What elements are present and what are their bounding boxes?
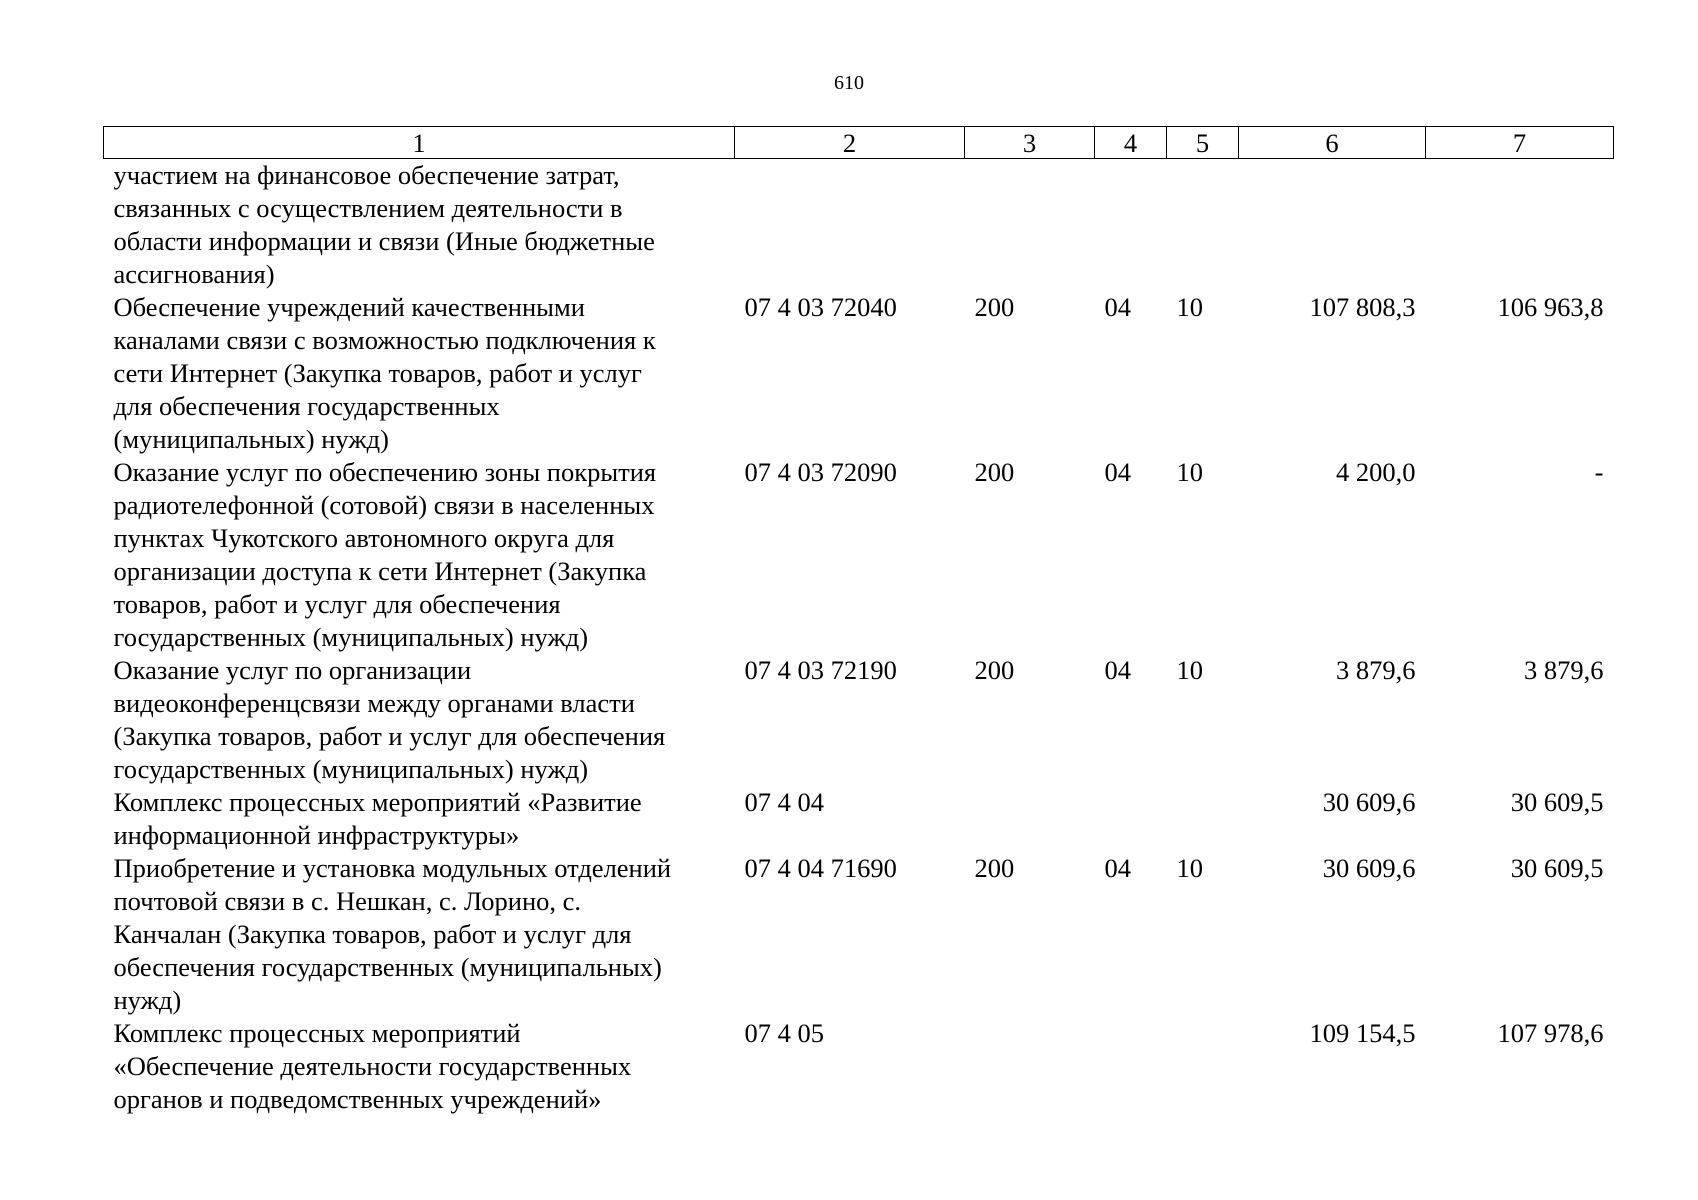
table-row: [104, 786, 1614, 852]
cell-sum-7: 30 609,5: [1510, 787, 1604, 817]
cell-name: Комплекс процессных мероприятий «Обеспечение деятельности государственных органов и подведомственных учреждений»: [113, 1018, 632, 1114]
cell-sum-6: 107 808,3: [1309, 292, 1416, 322]
column-header-1: 1: [104, 127, 735, 159]
cell-section: 04: [1104, 853, 1131, 883]
cell-type: [965, 786, 1095, 852]
cell-name: участием на финансовое обеспечение затрат, связанных с осуществлением деятельности в области информации и связи (Иные бюджетные ассигнования): [113, 160, 655, 289]
column-header-3: 3: [965, 127, 1095, 159]
cell-type: 200: [974, 655, 1015, 685]
cell-subsection: [1167, 786, 1239, 852]
cell-subsection: 10: [1176, 457, 1203, 487]
cell-sum-7: 106 963,8: [1497, 292, 1604, 322]
cell-name: Комплекс процессных мероприятий «Развитие информационной инфраструктуры»: [113, 787, 642, 850]
column-header-4: 4: [1095, 127, 1167, 159]
cell-sum-7: -: [1594, 457, 1604, 487]
cell-sum-7: 107 978,6: [1497, 1018, 1604, 1048]
column-header-6: 6: [1239, 127, 1426, 159]
cell-code: 07 4 04 71690: [744, 853, 897, 883]
table-row: [104, 456, 1614, 654]
cell-sum-7: [1426, 159, 1614, 292]
cell-subsection: 10: [1176, 655, 1203, 685]
budget-table: [103, 126, 1614, 1116]
table-header-row: [104, 127, 1614, 159]
cell-code: [735, 159, 965, 292]
cell-name: Оказание услуг по организации видеоконференцсвязи между органами власти (Закупка товаров, работ и услуг для обеспечения государственных (муниципальных) нужд): [113, 655, 666, 784]
cell-code: 07 4 03 72040: [744, 292, 897, 322]
cell-subsection: [1167, 1017, 1239, 1116]
cell-section: 04: [1104, 457, 1131, 487]
cell-code: 07 4 03 72090: [744, 457, 897, 487]
page-number: 610: [834, 72, 864, 94]
table-row: [104, 852, 1614, 1017]
cell-name: Оказание услуг по обеспечению зоны покрытия радиотелефонной (сотовой) связи в населенных пунктах Чукотского автономного округа для организации доступа к сети Интернет (Закупка товаров, работ и услуг для обеспечения государственных (муниципальных) нужд): [113, 457, 657, 652]
cell-sum-7: 30 609,5: [1510, 853, 1604, 883]
cell-sum-7: 3 879,6: [1524, 655, 1604, 685]
cell-sum-6: 30 609,6: [1322, 787, 1416, 817]
cell-subsection: 10: [1176, 853, 1203, 883]
cell-code: 07 4 03 72190: [744, 655, 897, 685]
cell-type: 200: [974, 292, 1015, 322]
cell-name: Приобретение и установка модульных отделений почтовой связи в с. Нешкан, с. Лорино, с. Канчалан (Закупка товаров, работ и услуг для обеспечения государственных (муниципальных) нужд): [113, 853, 672, 1015]
cell-code: 07 4 04: [744, 787, 824, 817]
cell-section: [1095, 159, 1167, 292]
cell-type: [965, 1017, 1095, 1116]
table-row: [104, 159, 1614, 292]
cell-subsection: [1167, 159, 1239, 292]
cell-section: [1095, 786, 1167, 852]
table-row: [104, 291, 1614, 456]
cell-section: 04: [1104, 292, 1131, 322]
cell-sum-6: 109 154,5: [1309, 1018, 1416, 1048]
cell-code: 07 4 05: [744, 1018, 824, 1048]
table-row: [104, 654, 1614, 786]
cell-section: [1095, 1017, 1167, 1116]
column-header-2: 2: [735, 127, 965, 159]
column-header-7: 7: [1426, 127, 1614, 159]
cell-type: 200: [974, 457, 1015, 487]
cell-sum-6: 4 200,0: [1336, 457, 1416, 487]
cell-name: Обеспечение учреждений качественными каналами связи с возможностью подключения к сети Интернет (Закупка товаров, работ и услуг для обеспечения государственных (муниципальных) нужд): [113, 292, 656, 454]
cell-type: 200: [974, 853, 1015, 883]
cell-sum-6: [1239, 159, 1426, 292]
cell-type: [965, 159, 1095, 292]
cell-sum-6: 30 609,6: [1322, 853, 1416, 883]
cell-section: 04: [1104, 655, 1131, 685]
table-row: [104, 1017, 1614, 1116]
cell-subsection: 10: [1176, 292, 1203, 322]
cell-sum-6: 3 879,6: [1336, 655, 1416, 685]
column-header-5: 5: [1167, 127, 1239, 159]
